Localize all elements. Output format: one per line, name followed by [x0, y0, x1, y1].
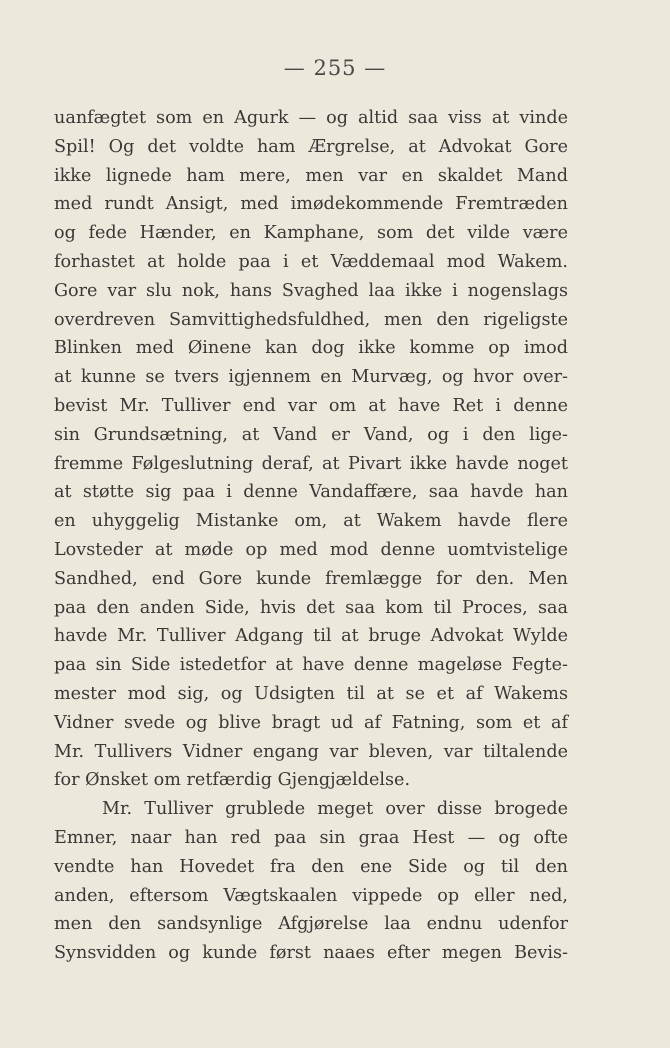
- text-line-12: sin Grundsætning, at Vand er Vand, og i den lige-: [54, 424, 568, 445]
- text-line-25: Mr. Tulliver grublede meget over disse brogede: [102, 799, 568, 820]
- text-line-3: ikke lignede ham mere, men var en skaldet Mand: [54, 165, 568, 186]
- text-line-9: Blinken med Øinene kan dog ikke komme op imod: [54, 338, 568, 359]
- text-line-22: Vidner svede og blive bragt ud af Fatning, som et af: [54, 712, 568, 733]
- text-line-4: med rundt Ansigt, med imødekommende Fremtræden: [54, 194, 568, 215]
- text-line-27: vendte han Hovedet fra den ene Side og til den: [54, 856, 568, 877]
- text-line-10: at kunne se tvers igjennem en Murvæg, og hvor over-: [54, 367, 568, 388]
- text-line-2: Spil! Og det voldte ham Ærgrelse, at Advokat Gore: [54, 136, 568, 157]
- text-line-28: anden, eftersom Vægtskaalen vippede op eller ned,: [54, 885, 568, 906]
- text-line-21: mester mod sig, og Udsigten til at se et af Wakems: [54, 683, 568, 704]
- text-line-11: bevist Mr. Tulliver end var om at have Ret i denne: [54, 395, 568, 416]
- text-line-18: paa den anden Side, hvis det saa kom til Proces, saa: [54, 597, 568, 618]
- text-line-23: Mr. Tullivers Vidner engang var bleven, var tiltalende: [54, 741, 568, 762]
- text-line-5: og fede Hænder, en Kamphane, som det vilde være: [54, 223, 568, 244]
- text-line-30: Synsvidden og kunde først naaes efter megen Bevis-: [54, 943, 568, 964]
- text-line-7: Gore var slu nok, hans Svaghed laa ikke i nogenslags: [54, 280, 568, 301]
- text-line-20: paa sin Side istedetfor at have denne mageløse Fegte-: [54, 655, 568, 676]
- text-line-14: at støtte sig paa i denne Vandaffære, saa havde han: [54, 482, 568, 503]
- text-line-1: uanfægtet som en Agurk — og altid saa viss at vinde: [54, 108, 568, 128]
- text-line-29: men den sandsynlige Afgjørelse laa endnu udenfor: [54, 914, 568, 935]
- text-line-26: Emner, naar han red paa sin graa Hest — og ofte: [54, 827, 568, 848]
- text-line-15: en uhyggelig Mistanke om, at Wakem havde flere: [54, 511, 568, 532]
- text-line-13: fremme Følgeslutning deraf, at Pivart ikke havde noget: [54, 453, 568, 474]
- text-line-17: Sandhed, end Gore kunde fremlægge for den. Men: [54, 568, 568, 589]
- text-line-24: for Ønsket om retfærdig Gjengjældelse.: [54, 770, 411, 791]
- body-text: [54, 104, 568, 968]
- text-line-6: forhastet at holde paa i et Væddemaal mod Wakem.: [54, 251, 568, 272]
- text-line-8: overdreven Samvittighedsfuldhed, men den rigeligste: [54, 309, 568, 330]
- page-number: — 255 —: [283, 56, 387, 80]
- text-line-16: Lovsteder at møde op med mod denne uomtvistelige: [54, 539, 568, 560]
- text-line-19: havde Mr. Tulliver Adgang til at bruge Advokat Wylde: [54, 626, 568, 647]
